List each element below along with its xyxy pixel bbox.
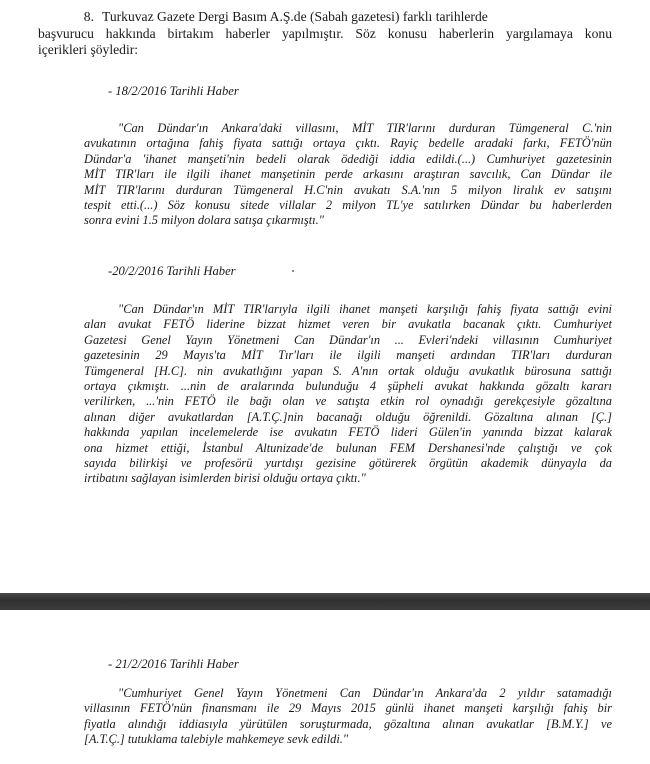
quote-line: villasının FETÖ'nün finansmanı ile 29 Mayıs 2015 günlü ihanet manşeti karşılığı fahiş bir bbox=[84, 701, 612, 716]
scan-speck bbox=[292, 270, 294, 272]
document-page-bottom bbox=[0, 610, 650, 764]
page-break-divider bbox=[0, 593, 650, 610]
quote-line: Gazetesi Genel Yayın Yönetmeni Can Dündar'ın ... Evleri'ndeki villasının Cumhuriyet bbox=[84, 332, 612, 347]
quote-line: tespit etti.(...) Söz konusu sitede villalar 2 milyon TL'ye satılırken Dündar bu haberlerden bbox=[84, 198, 612, 213]
quote-line: [A.T.Ç.] tutuklama talebiyle mahkemeye sevk edildi." bbox=[84, 732, 349, 747]
news-quote-1 bbox=[84, 121, 612, 229]
quote-line: "Can Dündar'ın Ankara'daki villasını, MİT TIR'larını durduran Tümgeneral C.'nin bbox=[118, 121, 612, 135]
quote-line: sonra evini 1.5 milyon dolara satışa çıkarmıştı." bbox=[84, 213, 324, 228]
news-date-2: -20/2/2016 Tarihli Haber bbox=[108, 264, 236, 278]
news-date-3: - 21/2/2016 Tarihli Haber bbox=[108, 657, 239, 671]
paragraph-number: 8. bbox=[83, 9, 94, 24]
quote-line: ona hizmet ettiği, İstanbul Altunizade'de bulunan FEM Dershanesi'nde çalıştığı ve çok bbox=[84, 440, 612, 455]
quote-line: alınan diğer avukatlardan [A.T.Ç.]nin bacanağı olduğu öğrenildi. Gözaltına alınan [Ç.] bbox=[84, 409, 612, 424]
quote-line: ortaya çıkmıştı. ...nin de aralarında bulunduğu 4 şüpheli avukat hakkında gözaltı kararı bbox=[84, 379, 612, 394]
quote-line: hakkında yapılan incelemelerde ise avukatın FETÖ lideri Gülen'in yanında bizzat kalarak bbox=[84, 425, 612, 440]
quote-line: alan avukat FETÖ liderine bizzat hizmet veren bir avukatla bacanak çıktı. Cumhuriyet bbox=[84, 317, 612, 332]
news-quote-2 bbox=[84, 302, 612, 487]
quote-line: MİT TIR'larını durduran Tümgeneral H.C'nin avukatı S.A.'nın 5 milyon liralık ev satışını bbox=[84, 182, 612, 197]
quote-line: avukatının ortağına fahiş fiyata sattığı ortaya çıktı. Rayiç bedelle aradaki farkı, FETÖ'nün bbox=[84, 136, 612, 151]
quote-line: MİT TIR'ları ile ilgili ihanet manşetinin perde arkasını araştıran savcılık, Can Dündar ile bbox=[84, 167, 612, 182]
quote-line: "Can Dündar'ın MİT TIR'larıyla ilgili ihanet manşeti karşılığı fahiş fiyata sattığı evini bbox=[118, 302, 612, 316]
quote-line: fiyatla alındığı iddiasıyla yürütülen soruşturmada, gözaltına alınan avukatlar [B.M.Y.] ve bbox=[84, 716, 612, 731]
quote-line: sayıda bilirkişi ve profesörü yurtdışı gezisine götürerek örgütün akademik dünyayla da bbox=[84, 456, 612, 471]
quote-line: gazetesinin 29 Mayıs'ta MİT Tır'ları ile ilgili manşeti ardından TIR'ları durduran bbox=[84, 348, 612, 363]
paragraph-line-1: 8. Turkuvaz Gazete Dergi Basım A.Ş.de (Sabah gazetesi) farklı tarihlerde bbox=[38, 9, 612, 26]
quote-line: verilirken, ...'nin FETÖ ile bağı olan ve satışta etkin rol oynadığı gerekçesiyle gözaltına bbox=[84, 394, 612, 409]
paragraph-line-3: içerikleri şöyledir: bbox=[38, 42, 139, 57]
quote-line: Tümgeneral [H.C]. nin avukatlığını yapan S. A'nın ortak olduğu avukatlık bürosuna sattığı bbox=[84, 363, 612, 378]
paragraph-8 bbox=[38, 9, 612, 59]
paragraph-line-2: başvurucu hakkında birtakım haberler yapılmıştır. Söz konusu haberlerin yargılamaya konu bbox=[38, 25, 612, 41]
quote-line: "Cumhuriyet Genel Yayın Yönetmeni Can Dündar'ın Ankara'da 2 yıldır satamadığı bbox=[118, 686, 612, 700]
news-quote-3 bbox=[84, 686, 612, 748]
news-date-1: - 18/2/2016 Tarihli Haber bbox=[108, 84, 239, 98]
quote-line: irtibatını sağlayan isimlerden birisi olduğu ortaya çıktı." bbox=[84, 471, 366, 486]
quote-line: Dündar'a 'ihanet manşeti'nin bedeli olarak ödediği iddia edildi.(...) Cumhuriyet gazetesinin bbox=[84, 151, 612, 166]
